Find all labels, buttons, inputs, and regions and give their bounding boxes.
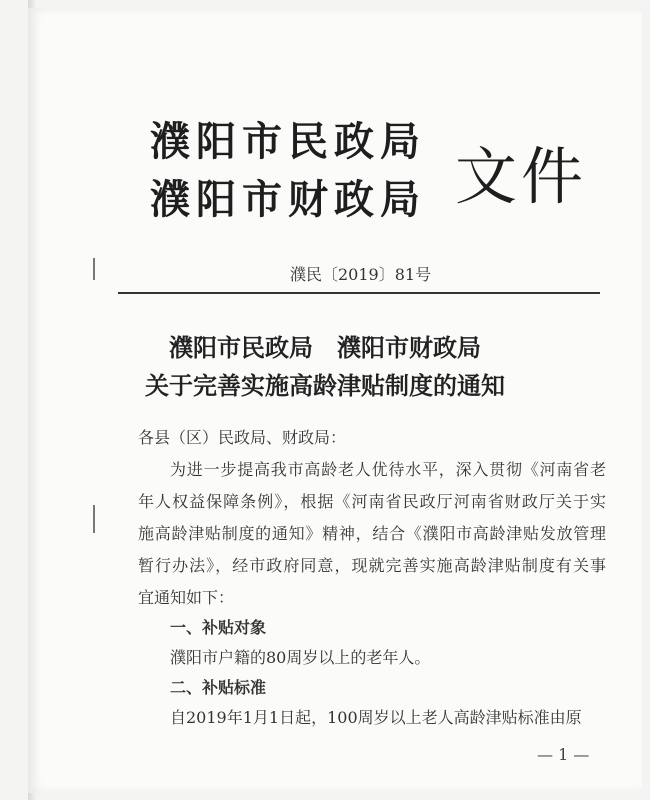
body-line: 宜通知如下： bbox=[138, 588, 235, 607]
title-line-2: 关于完善实施高龄津贴制度的通知 bbox=[145, 371, 505, 400]
scan-artifact bbox=[93, 258, 95, 280]
page-number: — 1 — bbox=[537, 745, 590, 764]
doc-number: 濮民〔2019〕81号 bbox=[290, 265, 432, 284]
section-text-2: 自2019年1月1日起，100周岁以上老人高龄津贴标准由原 bbox=[170, 708, 582, 727]
issuer-civil-affairs: 濮阳市民政局 bbox=[150, 119, 426, 165]
section-heading-1: 一、补贴对象 bbox=[170, 618, 267, 637]
section-text-1: 濮阳市户籍的80周岁以上的老年人。 bbox=[170, 648, 431, 667]
issuer-finance: 濮阳市财政局 bbox=[150, 177, 426, 223]
salutation: 各县（区）民政局、财政局： bbox=[138, 428, 347, 447]
body-line: 暂行办法》，经市政府同意，现就完善实施高龄津贴制度有关事 bbox=[138, 556, 606, 575]
body-line: 施高龄津贴制度的通知》精神，结合《濮阳市高龄津贴发放管理 bbox=[138, 524, 606, 543]
doc-type: 文件 bbox=[455, 140, 588, 213]
body-line: 为进一步提高我市高龄老人优待水平，深入贯彻《河南省老 bbox=[170, 460, 606, 479]
title-line-1: 濮阳市民政局 濮阳市财政局 bbox=[169, 333, 481, 362]
scan-artifact bbox=[93, 505, 95, 533]
header-divider bbox=[118, 292, 600, 294]
section-heading-2: 二、补贴标准 bbox=[170, 678, 267, 697]
body-line: 年人权益保障条例》，根据《河南省民政厅河南省财政厅关于实 bbox=[138, 492, 606, 511]
